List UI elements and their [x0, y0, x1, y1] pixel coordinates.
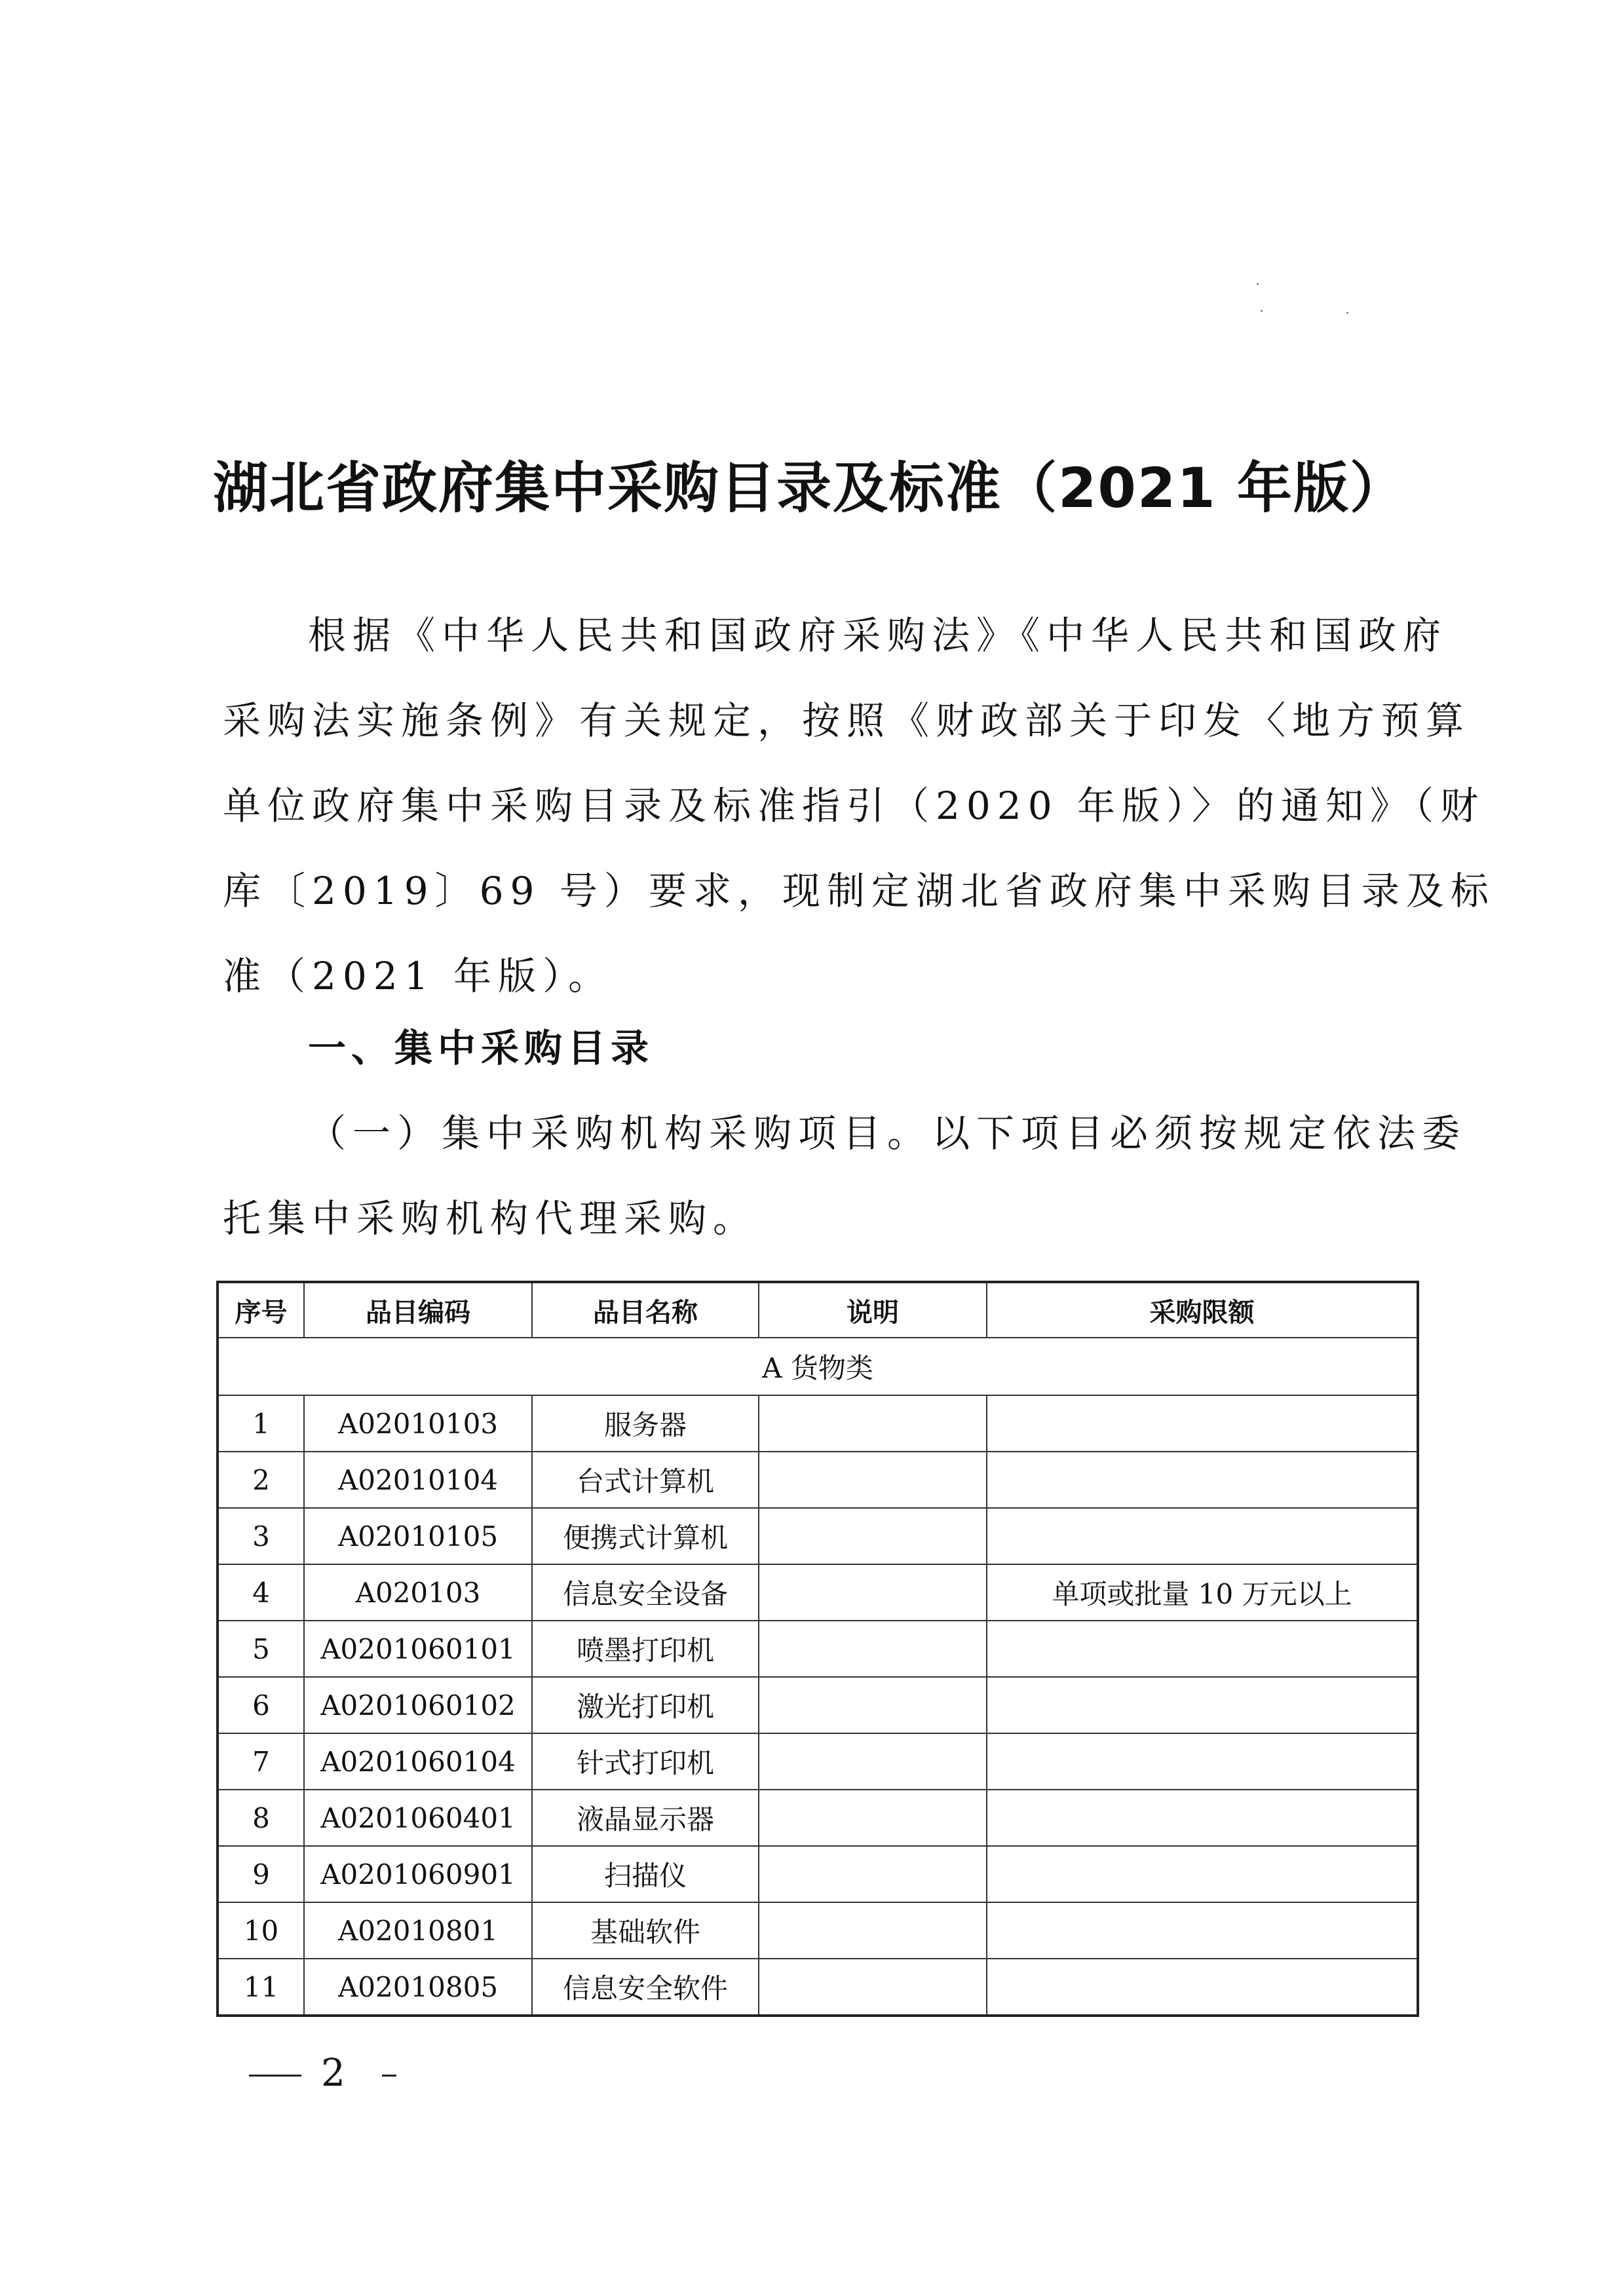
procurement-catalog-table: [216, 1281, 1419, 2017]
cell-serial: 4: [218, 1564, 304, 1621]
cell-description: [759, 1677, 987, 1733]
table-row: [218, 1621, 1418, 1677]
cell-description: [759, 1564, 987, 1621]
cell-procurement-limit: [987, 1508, 1418, 1564]
cell-procurement-limit: [987, 1846, 1418, 1902]
group-label: A 货物类: [218, 1338, 1418, 1395]
cell-serial: 3: [218, 1508, 304, 1564]
cell-item-code: A020103: [304, 1564, 532, 1621]
cell-item-name: 服务器: [532, 1395, 759, 1452]
cell-description: [759, 1902, 987, 1959]
intro-line: 库〔2019〕69 号）要求，现制定湖北省政府集中采购目录及标: [223, 869, 1495, 913]
cell-description: [759, 1452, 987, 1508]
cell-description: [759, 1790, 987, 1846]
table-row: [218, 1959, 1418, 2016]
cell-description: [759, 1733, 987, 1790]
cell-item-name: 便携式计算机: [532, 1508, 759, 1564]
cell-item-name: 台式计算机: [532, 1452, 759, 1508]
header-item-name: 品目名称: [532, 1282, 759, 1338]
intro-line: 根据《中华人民共和国政府采购法》《中华人民共和国政府: [308, 613, 1448, 658]
footer-dash: [249, 2075, 301, 2077]
cell-item-name: 喷墨打印机: [532, 1621, 759, 1677]
cell-serial: 5: [218, 1621, 304, 1677]
cell-procurement-limit: [987, 1395, 1418, 1452]
intro-paragraph: [223, 593, 1495, 1019]
subsection-line: （一）集中采购机构采购项目。以下项目必须按规定依法委: [308, 1111, 1467, 1156]
cell-procurement-limit: [987, 1677, 1418, 1733]
document-title: 湖北省政府集中采购目录及标准（2021 年版）: [212, 456, 1407, 520]
cell-item-code: A0201060401: [304, 1790, 532, 1846]
cell-item-code: A0201060101: [304, 1621, 532, 1677]
scan-speck: [1346, 312, 1348, 314]
intro-line: 采购法实施条例》有关规定，按照《财政部关于印发〈地方预算: [223, 698, 1471, 743]
cell-procurement-limit: [987, 1621, 1418, 1677]
section-heading: 一、集中采购目录: [308, 1026, 655, 1070]
table-row: [218, 1902, 1418, 1959]
cell-serial: 6: [218, 1677, 304, 1733]
cell-item-code: A0201060104: [304, 1733, 532, 1790]
cell-item-name: 激光打印机: [532, 1677, 759, 1733]
table-header-row: [218, 1282, 1418, 1338]
cell-serial: 10: [218, 1902, 304, 1959]
cell-description: [759, 1621, 987, 1677]
cell-item-name: 信息安全设备: [532, 1564, 759, 1621]
cell-item-code: A02010104: [304, 1452, 532, 1508]
header-serial: 序号: [218, 1282, 304, 1338]
cell-serial: 11: [218, 1959, 304, 2016]
scan-speck: [1261, 310, 1263, 312]
subsection-paragraph: [223, 1091, 1467, 1261]
cell-item-code: A02010805: [304, 1959, 532, 2016]
scan-speck: [1257, 283, 1259, 285]
cell-item-code: A0201060901: [304, 1846, 532, 1902]
cell-serial: 7: [218, 1733, 304, 1790]
intro-line: 准（2021 年版）。: [223, 954, 613, 998]
cell-serial: 1: [218, 1395, 304, 1452]
cell-serial: 2: [218, 1452, 304, 1508]
table-row: [218, 1395, 1418, 1452]
subsection-line: 托集中采购机构代理采购。: [223, 1196, 758, 1241]
header-description: 说明: [759, 1282, 987, 1338]
cell-procurement-limit: [987, 1733, 1418, 1790]
cell-procurement-limit: [987, 1790, 1418, 1846]
header-procurement-limit: 采购限额: [987, 1282, 1418, 1338]
cell-item-code: A02010103: [304, 1395, 532, 1452]
cell-item-name: 扫描仪: [532, 1846, 759, 1902]
cell-description: [759, 1846, 987, 1902]
page-footer: [249, 2050, 396, 2095]
cell-item-code: A0201060102: [304, 1677, 532, 1733]
footer-dash: [382, 2075, 396, 2077]
cell-serial: 8: [218, 1790, 304, 1846]
group-row: [218, 1338, 1418, 1395]
cell-procurement-limit: [987, 1959, 1418, 2016]
table-row: [218, 1564, 1418, 1621]
cell-item-name: 针式打印机: [532, 1733, 759, 1790]
table-row: [218, 1677, 1418, 1733]
table-row: [218, 1508, 1418, 1564]
cell-description: [759, 1508, 987, 1564]
page-number: 2: [321, 2050, 349, 2095]
table-row: [218, 1733, 1418, 1790]
cell-description: [759, 1959, 987, 2016]
header-item-code: 品目编码: [304, 1282, 532, 1338]
cell-item-code: A02010801: [304, 1902, 532, 1959]
cell-item-name: 信息安全软件: [532, 1959, 759, 2016]
cell-description: [759, 1395, 987, 1452]
table-row: [218, 1790, 1418, 1846]
cell-procurement-limit: [987, 1452, 1418, 1508]
table-row: [218, 1452, 1418, 1508]
cell-item-code: A02010105: [304, 1508, 532, 1564]
cell-serial: 9: [218, 1846, 304, 1902]
cell-item-name: 基础软件: [532, 1902, 759, 1959]
intro-line: 单位政府集中采购目录及标准指引（2020 年版）〉的通知》（财: [223, 783, 1485, 828]
cell-item-name: 液晶显示器: [532, 1790, 759, 1846]
cell-procurement-limit: 单项或批量 10 万元以上: [987, 1564, 1418, 1621]
cell-procurement-limit: [987, 1902, 1418, 1959]
table-row: [218, 1846, 1418, 1902]
